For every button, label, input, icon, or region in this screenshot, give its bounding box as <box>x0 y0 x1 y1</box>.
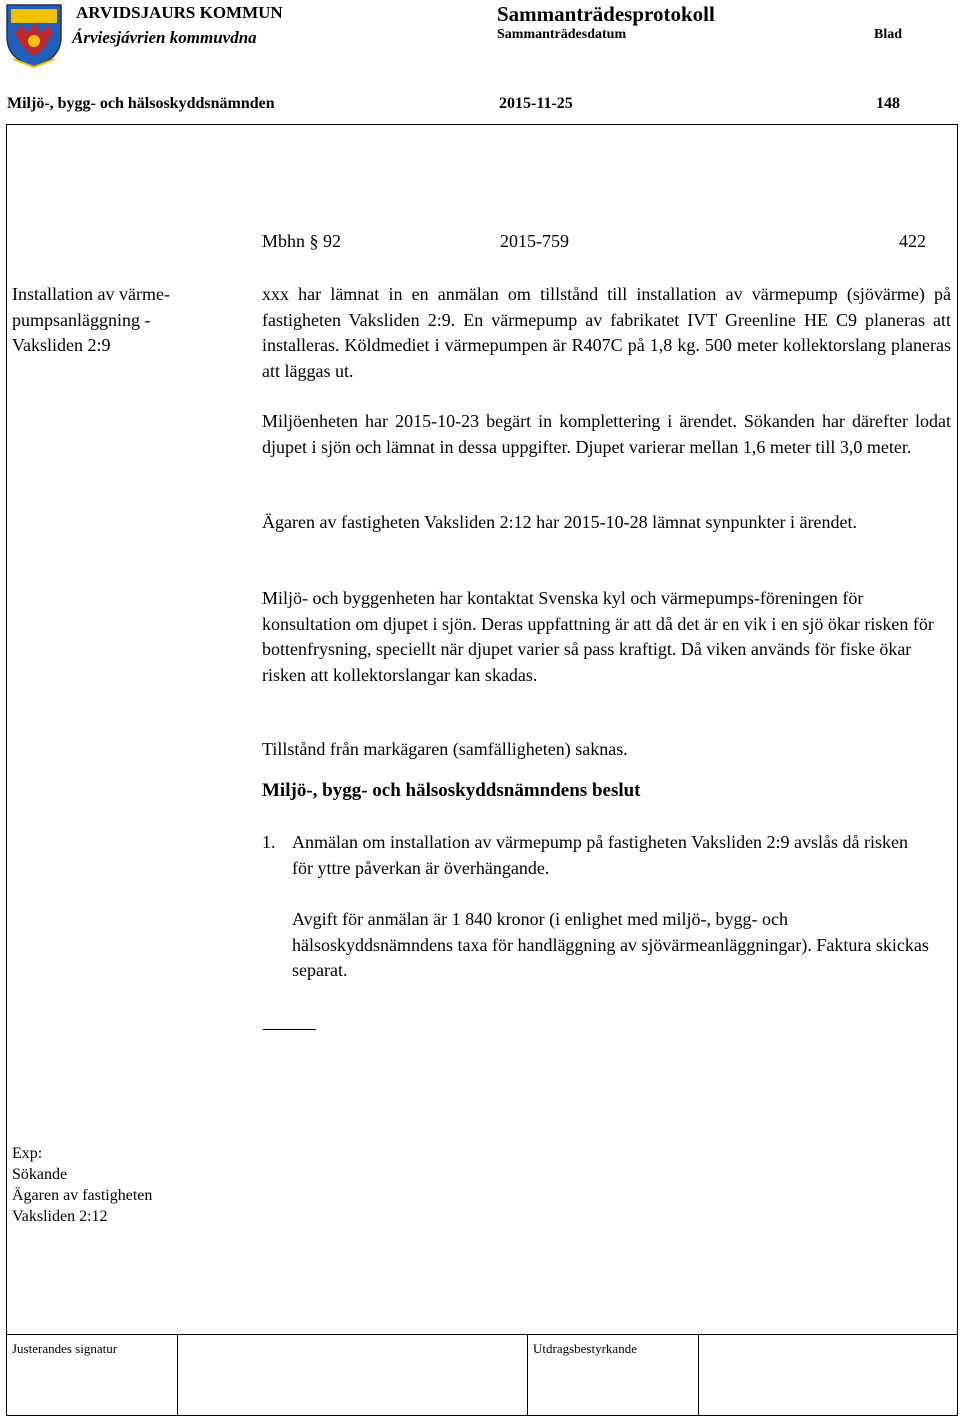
paragraph-owner-views: Ägaren av fastigheten Vaksliden 2:12 har 2015-10-28 lämnat synpunkter i ärendet. <box>262 512 858 532</box>
top-frame-line <box>6 124 958 125</box>
case-ref: Mbhn § 92 <box>262 231 342 251</box>
paragraph-landowner: Tillstånd från markägaren (samfälligheten) saknas. <box>262 739 628 759</box>
exp-recipient-3: Vaksliden 2:12 <box>12 1208 108 1225</box>
footer-mid-line-1 <box>177 1334 178 1416</box>
case-number: 422 <box>899 231 926 251</box>
footer-mid-line-2 <box>527 1334 528 1416</box>
decision-fee <box>292 907 942 984</box>
case-diarie: 2015-759 <box>500 231 569 251</box>
exp-recipient-1: Sökande <box>12 1166 68 1183</box>
right-frame-line <box>957 124 958 1416</box>
decision-heading: Miljö-, bygg- och hälsoskyddsnämndens beslut <box>262 780 641 801</box>
footer-top-line <box>6 1334 958 1335</box>
page-label: Blad <box>874 27 903 42</box>
body-paragraph-4 <box>262 586 951 688</box>
page-number: 148 <box>876 95 900 112</box>
side-title-line-3: Vaksliden 2:9 <box>12 335 111 355</box>
body-paragraph-3 <box>262 510 951 536</box>
exp-label: Exp: <box>12 1145 43 1162</box>
expedition-list <box>12 1143 152 1227</box>
paragraph-application: xxx har lämnat in en anmälan om tillstånd till installation av värmepump (sjövärme) på fastigheten Vaksliden 2:9. En värmepump av fabrikatet IVT Greenline HE C9 planeras att installeras. Köldmediet i värmepumpen är R407C på 1,8 kg. 500 meter kollektorslang planeras att läggas ut. <box>262 284 951 381</box>
side-title-line-2: pumpsanläggning - <box>12 309 151 330</box>
footer-left-line <box>6 1334 7 1416</box>
decision-item-number: 1. <box>262 832 276 852</box>
footer-bottom-line <box>6 1415 958 1416</box>
exp-recipient-2: Ägaren av fastigheten <box>12 1187 153 1204</box>
body-paragraph-2 <box>262 409 951 460</box>
decision-item <box>292 830 917 881</box>
meeting-date: 2015-11-25 <box>499 95 573 112</box>
side-title-line-1: Installation av värme- <box>12 284 170 304</box>
body-paragraph-1 <box>262 282 951 384</box>
paragraph-complement: Miljöenheten har 2015-10-23 begärt in komplettering i ärendet. Sökanden har därefter lodat djupet i sjön och lämnat in dessa uppgifter. Djupet varierar mellan 1,6 meter till 3,0 meter. <box>262 411 951 457</box>
date-label: Sammanträdesdatum <box>497 27 627 42</box>
paragraph-consultation: Miljö- och byggenheten har kontaktat Svenska kyl och värmepumps-föreningen för konsultation om djupet i sjön. Deras uppfattning är att då det är en vik i en sjö ökar risken för bottenfrysning, speciellt när djupet varier så pass kraftigt. Då viken används för fiske ökar risken att kollektorslangar kan skadas. <box>262 588 934 685</box>
municipality-crest <box>5 3 63 69</box>
justerandes-signatur-label: Justerandes signatur <box>12 1341 118 1356</box>
org-name: ARVIDSJAURS KOMMUN <box>76 3 283 22</box>
end-rule <box>263 1029 316 1030</box>
decision-fee-text: Avgift för anmälan är 1 840 kronor (i enlighet med miljö-, bygg- och hälsoskyddsnämndens taxa för handläggning av sjövärmeanläggningar). Faktura skickas separat. <box>292 909 929 980</box>
decision-item-text: Anmälan om installation av värmepump på fastigheten Vaksliden 2:9 avslås då risken för yttre påverkan är överhängande. <box>292 832 909 878</box>
org-name-sami: Árviesjávrien kommuvdna <box>72 28 257 47</box>
body-paragraph-5 <box>262 737 951 763</box>
side-title <box>12 282 247 359</box>
utdragsbestyrkande-label: Utdragsbestyrkande <box>533 1341 637 1356</box>
doc-title: Sammanträdesprotokoll <box>497 2 715 26</box>
footer-mid-line-3 <box>698 1334 699 1416</box>
committee-name: Miljö-, bygg- och hälsoskyddsnämnden <box>7 95 275 112</box>
left-margin-line <box>6 124 7 1334</box>
